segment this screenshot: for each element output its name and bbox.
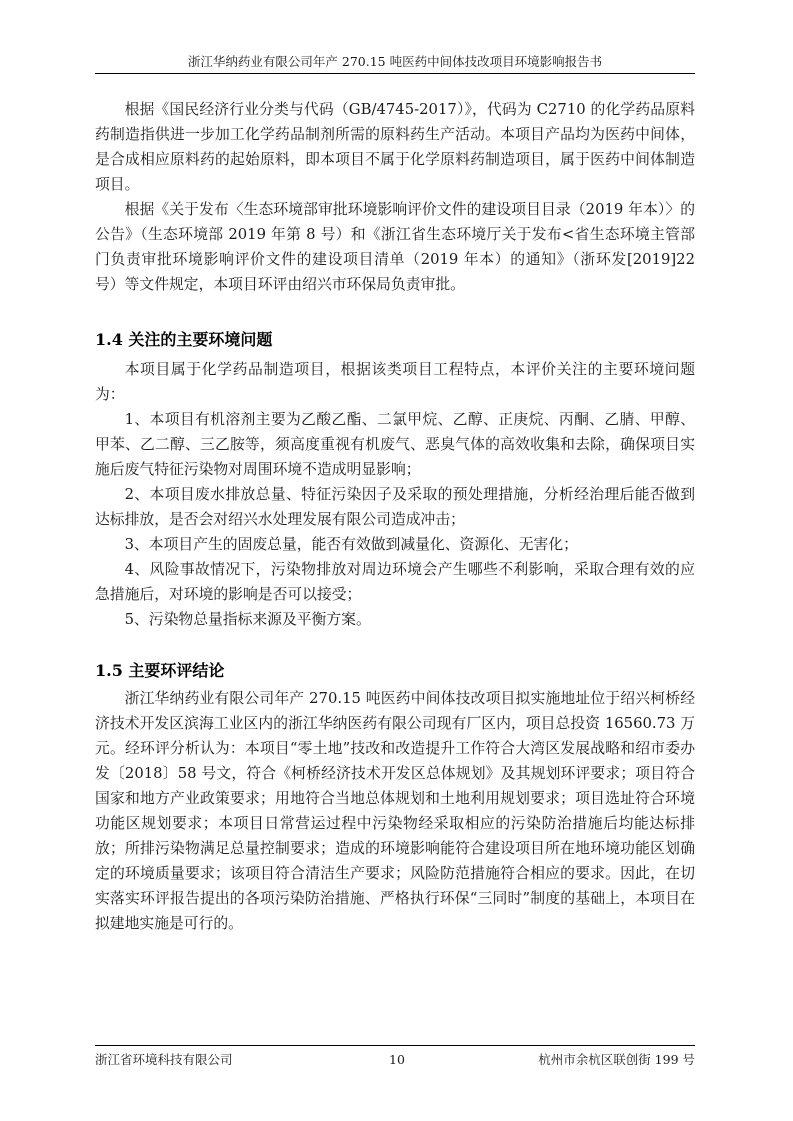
section-1-5-paragraph: 浙江华纳药业有限公司年产 270.15 吨医药中间体技改项目拟实施地址位于绍兴柯桥经济技术开发区滨海工业区内的浙江华纳医药有限公司现有厂区内，项目总投资 16560.73 万元。经环评分析认为：本项目“零土地”技改和改造提升工作符合大湾区发展战略和绍市委办发〔2018〕58 号文，符合《柯桥经济技术开发区总体规划》及其规划环评要求；项目符合国家和地方产业政策要求；用地符合当地总体规划和土地利用规划要求；项目选址符合环境功能区规划要求；本项目日常营运过程中污染物经采取相应的污染防治措施后均能达标排放；所排污染物满足总量控制要求；造成的环境影响能符合建设项目所在地环境功能区划确定的环境质量要求；该项目符合清洁生产要求；风险防范措施符合相应的要求。因此，在切实落实环评报告提出的各项污染防治措施、严格执行环保“三同时”制度的基础上，本项目在拟建地实施是可行的。	[95, 690, 695, 932]
section-1-4-paragraph: 5、污染物总量指标来源及平衡方案。	[124, 611, 371, 628]
page-header-title: 浙江华纳药业有限公司年产 270.15 吨医药中间体技改项目环境影响报告书	[187, 54, 603, 69]
section-1-4-paragraph: 本项目属于化学药品制造项目，根据该类项目工程特点，本评价关注的主要环境问题为：	[95, 361, 695, 403]
footer-address: 杭州市余杭区联创街 199 号	[538, 1052, 695, 1067]
document-body	[95, 97, 695, 936]
section-1-4-paragraph: 4、风险事故情况下，污染物排放对周边环境会产生哪些不利影响，采取合理有效的应急措施后，对环境的影响是否可以接受；	[95, 561, 695, 603]
footer-page-number: 10	[389, 1052, 405, 1067]
intro-paragraph-classification: 根据《国民经济行业分类与代码（GB/4745-2017）》，代码为 C2710 的化学药品原料药制造指供进一步加工化学药品制剂所需的原料药生产活动。本项目产品均为医药中间体，是合成相应原料药的起始原料，即本项目不属于化学原料药制造项目，属于医药中间体制造项目。	[95, 101, 695, 193]
section-1-4-paragraph: 1、本项目有机溶剂主要为乙酸乙酯、二氯甲烷、乙醇、正庚烷、丙酮、乙腈、甲醇、甲苯、乙二醇、三乙胺等，须高度重视有机废气、恶臭气体的高效收集和去除，确保项目实施后废气特征污染物对周围环境不造成明显影响；	[95, 411, 695, 478]
section-heading-1-5: 1.5 主要环评结论	[95, 661, 225, 680]
section-1-4-paragraph: 2、本项目废水排放总量、特征污染因子及采取的预处理措施，分析经治理后能否做到达标排放，是否会对绍兴水处理发展有限公司造成冲击；	[95, 486, 695, 528]
footer-divider	[95, 1045, 695, 1046]
header-divider	[95, 73, 695, 74]
section-1-4-paragraph: 3、本项目产生的固废总量，能否有效做到减量化、资源化、无害化；	[124, 536, 578, 553]
section-heading-1-4: 1.4 关注的主要环境问题	[95, 330, 273, 349]
footer-company: 浙江省环境科技有限公司	[95, 1052, 233, 1067]
intro-paragraph-approval: 根据《关于发布〈生态环境部审批环境影响评价文件的建设项目目录（2019 年本）〉的公告》（生态环境部 2019 年第 8 号）和《浙江省生态环境厅关于发布<省生态环境主管部门负责审批环境影响评价文件的建设项目清单（2019 年本）的通知》（浙环发[2019]22 号）等文件规定，本项目环评由绍兴市环保局负责审批。	[95, 201, 695, 293]
